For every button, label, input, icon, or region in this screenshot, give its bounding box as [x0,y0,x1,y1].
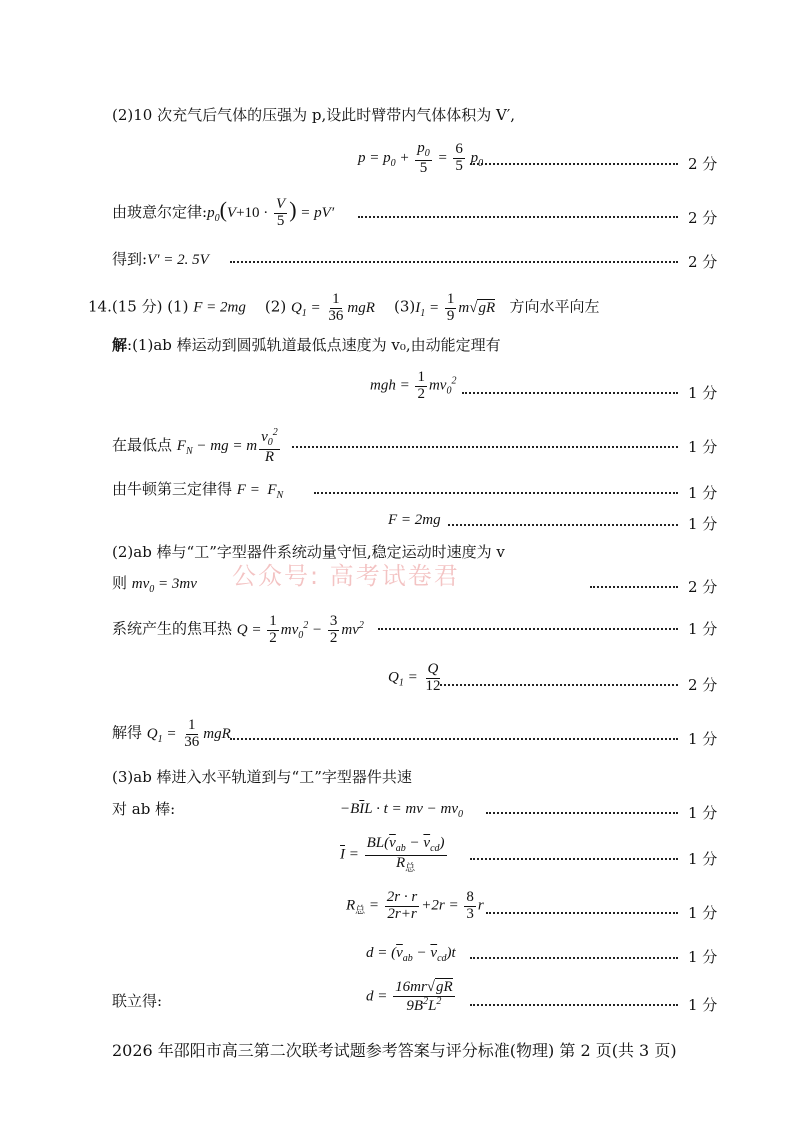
score: 1 分 [688,804,718,822]
solution-intro [112,336,501,354]
equation-force: F = 2mg [388,512,441,528]
q14-header: 14.(15 分) (1) F = 2mg (2) $Q_1$ = $\frac{1}{36}$ mgR $(3)I_1$ = $\frac{1}{9}$ m√gR 方向水平向左 [88,291,600,324]
leader-dots [486,812,678,814]
leader-dots [470,858,678,860]
equation-q1-fraction: $Q_1$ = $\frac{Q}{12}$ [388,661,441,694]
leader-dots [230,738,678,740]
momentum-line: 则 $mv_0 = 3mv$ [112,574,197,595]
leader-dots [470,957,678,959]
q14-direction: 方向水平向左 [509,297,600,316]
equation-average-current: $\overline{I}$ = $\frac{BL(\overline{v}_{ab} - \overline{v}_{cd})}{R_总}$ [340,835,445,874]
score: 1 分 [688,620,718,638]
leader-dots [448,524,678,526]
then-label: 则 [112,574,128,592]
result-prefix: 得到: [112,250,148,268]
leader-dots [470,163,678,165]
part2-intro: (2)10 次充气后气体的压强为 p,设此时臂带内气体体积为 V′, [112,106,516,124]
equation-result-distance: d = $\frac{16mr√gR}{9B^2L^2}$ [366,979,453,1014]
q14-number: 14. [88,297,112,316]
leader-dots [378,628,678,630]
newton-third-line: 由牛顿第三定律得 $F = F_N$ [112,480,284,501]
joule-heat-label: 系统产生的焦耳热 [112,619,233,638]
score: 1 分 [688,438,718,456]
boyle-prefix: 由玻意尔定律: [112,203,208,221]
lowest-point-line: 在最低点 $F_N$ − mg = m $\frac{v_0^2}{R}$ [112,427,278,465]
watermark: 公众号: 高考试卷君 [232,562,460,590]
score: 1 分 [688,904,718,922]
leader-dots [590,586,678,588]
solve-label: 解得 [112,723,143,742]
leader-dots [292,446,678,448]
leader-dots [358,216,678,218]
equation-distance: $d = (\overline{v}_{ab} - \overline{v}_{cd})t$ [366,945,456,964]
score: 1 分 [688,948,718,966]
score: 2 分 [688,578,718,596]
solution-part2-intro: (2)ab 棒与“工”字型器件系统动量守恒,稳定运动时速度为 v [112,543,505,561]
equation-impulse: $-B\overline{I}L \cdot t$ = mv − $mv_0$ [340,801,464,820]
score: 1 分 [688,996,718,1014]
score: 1 分 [688,730,718,748]
solve-line: 解得 $Q_1$ = $\frac{1}{36}$ mgR [112,717,231,750]
score: 2 分 [688,253,718,271]
score: 1 分 [688,484,718,502]
solution-part1-intro: :(1)ab 棒运动到圆弧轨道最低点速度为 v₀,由动能定理有 [127,336,501,354]
score: 2 分 [688,155,718,173]
boyle-line: 由玻意尔定律$:p_0(V+10$ · $\frac{V}{5}$ ) = pV′ [112,196,335,230]
score: 1 分 [688,384,718,402]
page-footer: 2026 年邵阳市高三第二次联考试题参考答案与评分标准(物理) 第 2 页(共 3 页) [112,1041,677,1060]
equation-pressure: $p = p_0$ + $\frac{p_0}{5}$ = $\frac{6}{5}$ $p_0$ [358,140,484,176]
newton-third-label: 由牛顿第三定律得 [112,480,233,498]
equation-total-resistance: $R_总$ = $\frac{2r \cdot r}{2r+r}$ +2r = $\frac{8}{3}$ r [346,889,484,922]
for-ab-label: 对 ab 棒: [112,800,176,818]
score: 1 分 [688,850,718,868]
score: 1 分 [688,515,718,533]
equation-energy: mgh = $\frac{1}{2}$ $mv_0^2$ [370,369,457,402]
leader-dots [440,684,678,686]
lowest-point-label: 在最低点 [112,436,173,455]
leader-dots [462,392,678,394]
result-line [112,250,209,269]
leader-dots [486,912,678,914]
leader-dots [314,492,678,494]
leader-dots [470,1004,678,1006]
joule-heat-line: 系统产生的焦耳热 Q = $\frac{1}{2}$ $mv_0^2$ − $\frac{3}{2}$ $mv^2$ [112,613,364,646]
score: 2 分 [688,676,718,694]
leader-dots [230,261,678,263]
combine-label: 联立得: [112,992,163,1010]
solution-part3-intro: (3)ab 棒进入水平轨道到与“工”字型器件共速 [112,768,412,786]
score: 2 分 [688,209,718,227]
result-equation: V′ = 2. 5V [147,252,209,268]
q14-points: (15 分) [111,297,163,316]
solution-label: 解 [112,336,128,354]
